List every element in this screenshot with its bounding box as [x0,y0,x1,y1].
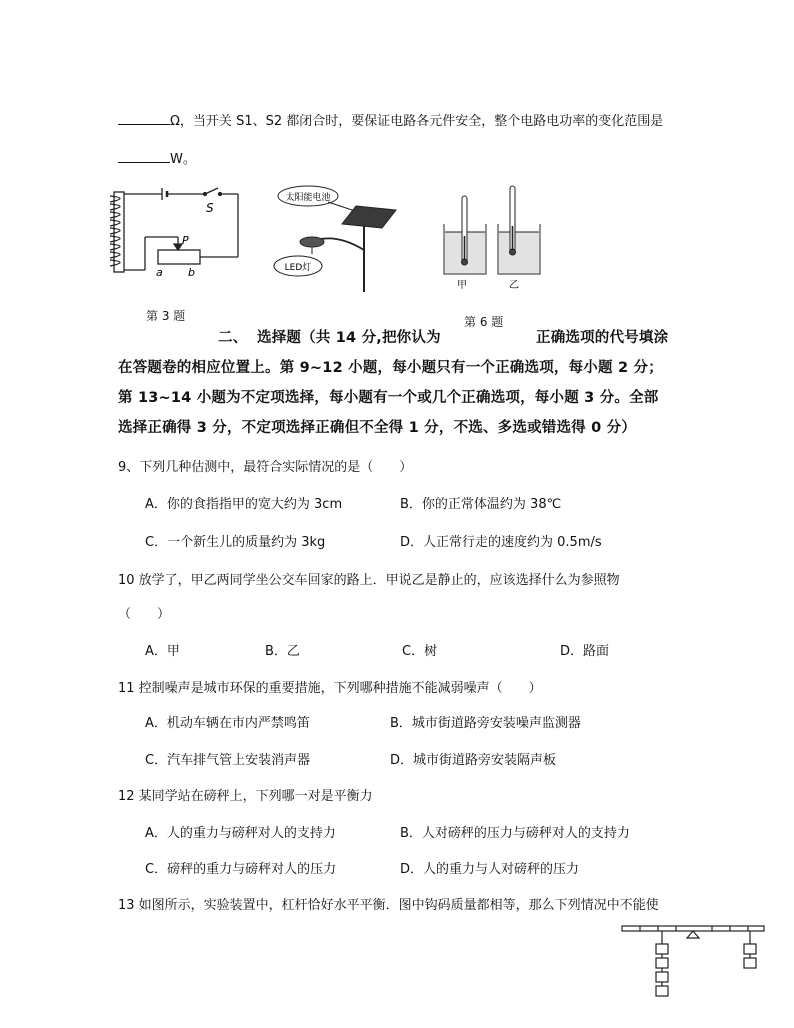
question-12-option-a: A．人的重力与磅秤对人的支持力 [145,826,336,841]
fig3-a-label: a [156,266,163,279]
question-9-option-a: A．你的食指指甲的宽大约为 3cm [145,497,343,512]
fig6-right-label: 乙 [509,280,519,291]
figure-13-lever [618,922,768,1026]
question-10-option-d: D．路面 [560,644,610,659]
fig3-switch-label: S [206,201,214,215]
figure-3-circuit [100,182,250,282]
question-12-option-c: C．磅秤的重力与磅秤对人的压力 [145,862,337,877]
intro-line-1: Ω，当开关 S1、S2 都闭合时，要保证电路各元件安全，整个电路电功率的变化范围是 [118,110,663,129]
question-11-option-b: B．城市街道路旁安装噪声监测器 [390,716,581,731]
figure-3-caption: 第 3 题 [146,309,186,323]
fig6-left-label: 甲 [457,280,467,291]
section-2-header-a: 选择题（共 14 分,把你认为 [257,330,441,346]
question-12-stem: 12 某同学站在磅秤上，下列哪一对是平衡力 [118,789,373,804]
intro-line-2: W。 [118,148,196,167]
section-2-line-3: 第 13~14 小题为不定项选择，每小题有一个或几个正确选项，每小题 3 分。全部 [118,390,659,406]
solar-cell-label: 太阳能电池 [285,193,331,203]
section-2-line-4: 选择正确得 3 分，不定项选择正确但不全得 1 分，不选、多选或错选得 0 分） [118,420,637,436]
question-11-stem: 11 控制噪声是城市环保的重要措施，下列哪种措施不能减弱噪声（ ） [118,681,542,696]
question-10-option-c: C．树 [402,644,438,659]
answer-blank-ohm [118,112,170,125]
question-10-stem: 10 放学了，甲乙两同学坐公交车回家的路上．甲说乙是静止的，应该选择什么为参照物 [118,573,620,588]
figure-solar-streetlight [268,182,400,294]
question-10-option-b: B．乙 [265,644,300,659]
question-13-stem: 13 如图所示，实验装置中，杠杆恰好水平平衡．图中钩码质量都相等，那么下列情况中不能使 [118,898,659,913]
section-2-number: 二、 [218,330,248,346]
question-12-option-d: D．人的重力与人对磅秤的压力 [400,862,580,877]
question-9-stem: 9、下列几种估测中，最符合实际情况的是（ ） [118,460,413,475]
figure-6-caption: 第 6 题 [464,315,504,329]
question-9-option-c: C．一个新生儿的质量约为 3kg [145,535,326,550]
answer-blank-watt [118,150,170,163]
question-9-option-b: B．你的正常体温约为 38℃ [400,497,562,512]
section-2-header-b: 正确选项的代号填涂 [536,330,669,346]
question-11-option-c: C．汽车排气管上安装消声器 [145,753,311,768]
question-11-option-a: A．机动车辆在市内严禁鸣笛 [145,716,310,731]
question-10-option-a: A．甲 [145,644,180,659]
fig3-slider-label: P [182,234,189,247]
question-10-stem-bracket: （ ） [118,607,171,622]
question-12-option-b: B．人对磅秤的压力与磅秤对人的支持力 [400,826,630,841]
figure-6-beakers [438,182,548,294]
led-lamp-label: LED灯 [284,263,312,273]
fig3-b-label: b [188,266,195,279]
question-9-option-d: D．人正常行走的速度约为 0.5m/s [400,535,602,550]
section-2-line-2: 在答题卷的相应位置上。第 9~12 小题，每小题只有一个正确选项，每小题 2 分； [118,360,663,376]
question-11-option-d: D．城市街道路旁安装隔声板 [390,753,557,768]
